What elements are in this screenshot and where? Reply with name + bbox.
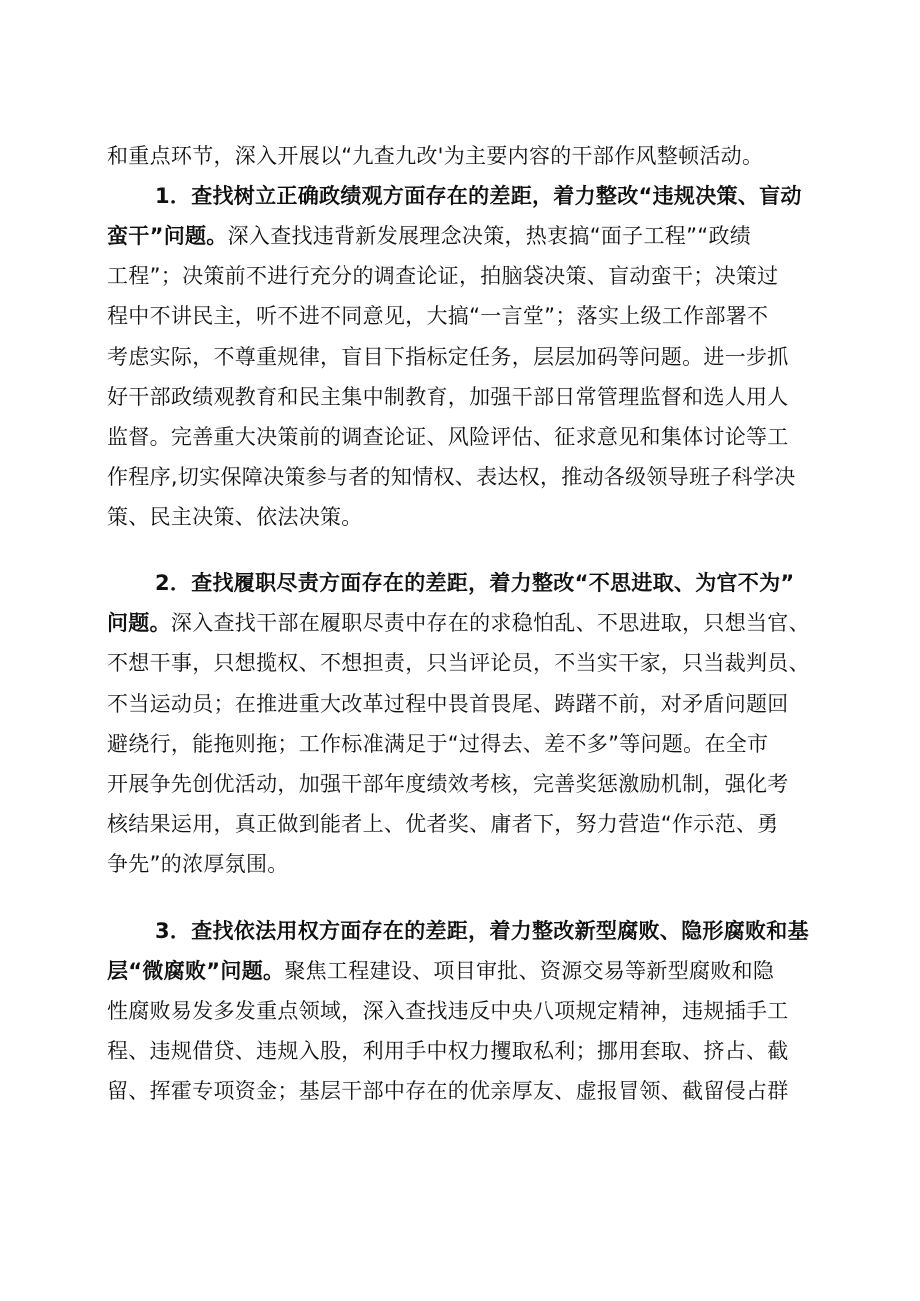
text-line [0, 844, 920, 884]
text-line [0, 804, 920, 844]
text-line [0, 603, 920, 643]
bold-run: 2．查找履职尽责方面存在的差距，着力整改“不思进取、为官不为” [155, 571, 795, 595]
text-line [0, 1071, 920, 1111]
text-line [0, 296, 920, 336]
text-run: 开展争先创优活动，加强干部年度绩效考核，完善奖惩激励机制，强化考 [107, 772, 789, 796]
text-run: 好干部政绩观教育和民主集中制教育，加强干部日常管理监督和选人用人 [107, 385, 789, 409]
heading-line-2 [0, 563, 920, 603]
bold-run: 蛮干”问题。 [107, 224, 228, 248]
bold-run: 问题。 [107, 611, 171, 635]
text-run: 核结果运用，真正做到能者上、优者奖、庸者下，努力营造“作示范、勇 [107, 812, 779, 836]
text-line [0, 991, 920, 1031]
text-run: 工程”；决策前不进行充分的调查论证，拍脑袋决策、盲动蛮干；决策过 [107, 264, 779, 288]
text-run: 深入查找违背新发展理念决策，热衷搞“面子工程”“政绩 [227, 224, 752, 248]
text-run: 策、民主决策、依法决策。 [107, 505, 363, 529]
bold-run: 层“微腐败”问题。 [107, 959, 285, 983]
text-run: 监督。完善重大决策前的调查论证、风险评估、征求意见和集体讨论等工 [107, 425, 789, 449]
text-run: 程中不讲民主，听不进不同意见，大搞“一言堂”；落实上级工作部署不 [107, 304, 769, 328]
text-run: 留、挥霍专项资金；基层干部中存在的优亲厚友、虚报冒领、截留侵占群 [107, 1079, 789, 1103]
text-line [0, 497, 920, 537]
text-line [0, 457, 920, 497]
text-line [0, 1031, 920, 1071]
text-line [0, 764, 920, 804]
text-run: 考虑实际，不尊重规律，盲目下指标定任务，层层加码等问题。进一步抓 [107, 345, 789, 369]
text-run: 争先”的浓厚氛围。 [107, 852, 289, 876]
text-run: 不当运动员；在推进重大改革过程中畏首畏尾、踌躇不前，对矛盾问题回 [107, 692, 789, 716]
text-line [0, 417, 920, 457]
text-run: 程、违规借贷、违规入股，利用手中权力攫取私利；挪用套取、挤占、截 [107, 1039, 789, 1063]
bold-run: 3．查找依法用权方面存在的差距，着力整改新型腐败、隐形腐败和基 [155, 919, 809, 943]
heading-line-3 [0, 911, 920, 951]
text-line [0, 951, 920, 991]
text-run: 深入查找干部在履职尽责中存在的求稳怕乱、不思进取，只想当官、 [170, 611, 810, 635]
text-run: 作程序,切实保障决策参与者的知情权、表达权，推动各级领导班子科学决 [107, 465, 796, 489]
text-line [0, 377, 920, 417]
text-line [0, 136, 920, 176]
heading-line-1 [0, 176, 920, 216]
text-run: 性腐败易发多发重点领域，深入查找违反中央八项规定精神，违规插手工 [107, 999, 789, 1023]
text-run: 聚焦工程建设、项目审批、资源交易等新型腐败和隐 [284, 959, 775, 983]
bold-run: 1．查找树立正确政绩观方面存在的差距，着力整改“违规决策、盲动 [155, 184, 802, 208]
text-line [0, 684, 920, 724]
text-run: 和重点环节，深入开展以“九查九改'为主要内容的干部作风整顿活动。 [107, 144, 764, 168]
text-line [0, 643, 920, 683]
text-run: 不想干事，只想揽权、不想担责，只当评论员，不当实干家，只当裁判员、 [107, 651, 810, 675]
text-line [0, 724, 920, 764]
text-run: 避绕行，能拖则拖；工作标准满足于“过得去、差不多”等问题。在全市 [107, 732, 769, 756]
text-line [0, 337, 920, 377]
text-line [0, 256, 920, 296]
text-line [0, 216, 920, 256]
